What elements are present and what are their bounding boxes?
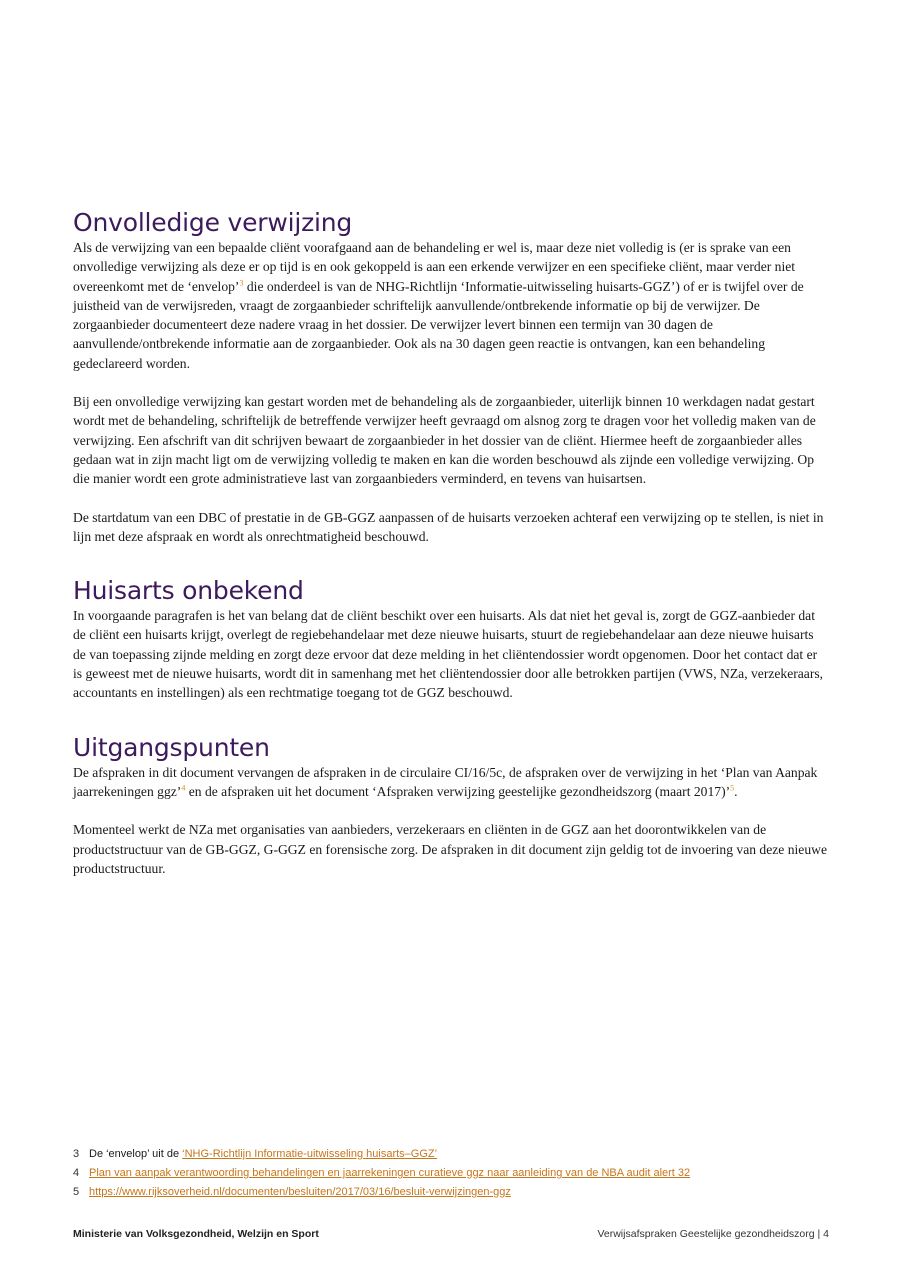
heading-onvolledige-verwijzing: Onvolledige verwijzing — [73, 208, 353, 237]
text: . — [734, 783, 738, 799]
text: en de afspraken uit het document ‘Afspraken verwijzing geestelijke gezondheidszorg (maart 2017)’ — [185, 783, 731, 799]
paragraph-onvolledig-2: Bij een onvolledige verwijzing kan gestart worden met de behandeling als de zorgaanbieder, uiterlijk binnen 10 werkdagen nadat gestart wordt met de behandeling, schriftelijk de betreffende verwijzer heeft gevraagd om alsnog zorg te dragen voor het volledig maken van de verwijzing. Een afschrift van dit schrijven bewaart de zorgaanbieder in het dossier van de cliënt. Hiermee heeft de zorgaanbieder alles gedaan wat in zijn macht ligt om de verwijzing volledig te maken en kan die worden beschouwd als zijnde een volledige verwijzing. Op die manier wordt een grote administratieve last van zorgaanbieders verminderd, en tevens van huisartsen. — [73, 394, 816, 487]
footnote-link-4[interactable]: Plan van aanpak verantwoording behandelingen en jaarrekeningen curatieve ggz naar aanleiding van de NBA audit alert 32 — [89, 1167, 691, 1179]
footer-organization: Ministerie van Volksgezondheid, Welzijn en Sport — [73, 1228, 319, 1240]
footer-document-title: Verwijsafspraken Geestelijke gezondheidszorg | 4 — [597, 1228, 829, 1240]
paragraph-onvolledig-3: De startdatum van een DBC of prestatie in de GB-GGZ aanpassen of de huisarts verzoeken achteraf een verwijzing op te stellen, is niet in lijn met deze afspraak en wordt als onrechtmatigheid beschouwd. — [73, 509, 824, 544]
footnote-link-5[interactable]: https://www.rijksoverheid.nl/documenten/besluiten/2017/03/16/besluit-verwijzingen-ggz — [89, 1186, 511, 1198]
footnote-3: 3 De ‘envelop’ uit de ‘NHG-Richtlijn Informatie-uitwisseling huisarts–GGZ’ — [73, 1148, 438, 1160]
paragraph-uitgangspunten-2: Momenteel werkt de NZa met organisaties van aanbieders, verzekeraars en cliënten in de GGZ aan het doorontwikkelen van de productstructuur van de GB-GGZ, G-GGZ en forensische zorg. De afspraken in dit document zijn geldig tot de invoering van deze nieuwe productstructuur. — [73, 822, 827, 876]
text: De afspraken in dit document vervangen de afspraken in de circulaire CI/16/5c, de afspraken over de verwijzing in het ‘Plan van Aanpak jaarrekeningen ggz’ — [73, 764, 818, 799]
footnote-ref-3[interactable]: 3 — [239, 278, 244, 288]
footnotes — [73, 1145, 833, 1202]
heading-uitgangspunten: Uitgangspunten — [73, 732, 270, 762]
footnote-5: 5 https://www.rijksoverheid.nl/documenten/besluiten/2017/03/16/besluit-verwijzingen-ggz — [73, 1186, 511, 1198]
footnote-ref-4[interactable]: 4 — [181, 783, 186, 793]
footnote-link-3[interactable]: ‘NHG-Richtlijn Informatie-uitwisseling huisarts–GGZ’ — [182, 1148, 438, 1160]
text: Als de verwijzing van een bepaalde cliënt voorafgaand aan de behandeling er wel is, maar deze niet volledig is (er is sprake van een onvolledige verwijzing als deze er op tijd is en ook gekoppeld is aan een erkende verwijzer en een specifieke cliënt, maar verder niet overeenkomt met de ‘envelop’ — [73, 240, 796, 294]
heading-huisarts-onbekend: Huisarts onbekend — [73, 576, 304, 606]
paragraph-uitgangspunten-1 — [73, 763, 829, 802]
footnote-ref-5[interactable]: 5 — [730, 783, 735, 793]
footnote-4: 4 Plan van aanpak verantwoording behandelingen en jaarrekeningen curatieve ggz naar aanleiding van de NBA audit alert 32 — [73, 1167, 691, 1179]
text: die onderdeel is van de NHG-Richtlijn ‘Informatie-uitwisseling huisarts-GGZ’) of er is twijfel over de juistheid van de verwijsreden, vraagt de zorgaanbieder schriftelijk aanvullende/ontbrekende informatie op bij de verwijzer. De zorgaanbieder documenteert deze nadere vraag in het dossier. De verwijzer levert binnen een termijn van 30 dagen de aanvullende/ontbrekende informatie aan de zorgaanbieder. Ook als na 30 dagen geen reactie is ontvangen, kan een behandeling gedeclareerd worden. — [73, 278, 804, 371]
paragraph-huisarts-1: In voorgaande paragrafen is het van belang dat de cliënt beschikt over een huisarts. Als dat niet het geval is, zorgt de GGZ-aanbieder dat de cliënt een huisarts krijgt, overlegt de regiebehandelaar met deze nieuwe huisarts, stuurt de regiebehandelaar aan deze nieuwe huisarts de van toepassing zijnde melding en zorgt deze ervoor dat deze melding in het cliëntendossier wordt opgenomen. Door het contact dat er is geweest met de nieuwe huisarts, wordt dit in samenhang met het cliëntendossier door alle betrokken partijen (VWS, NZa, verzekeraars, accountants en instellingen) als een rechtmatige toegang tot de GGZ beschouwd. — [73, 608, 824, 701]
main-content — [73, 208, 829, 878]
paragraph-onvolledig-1 — [73, 238, 829, 373]
